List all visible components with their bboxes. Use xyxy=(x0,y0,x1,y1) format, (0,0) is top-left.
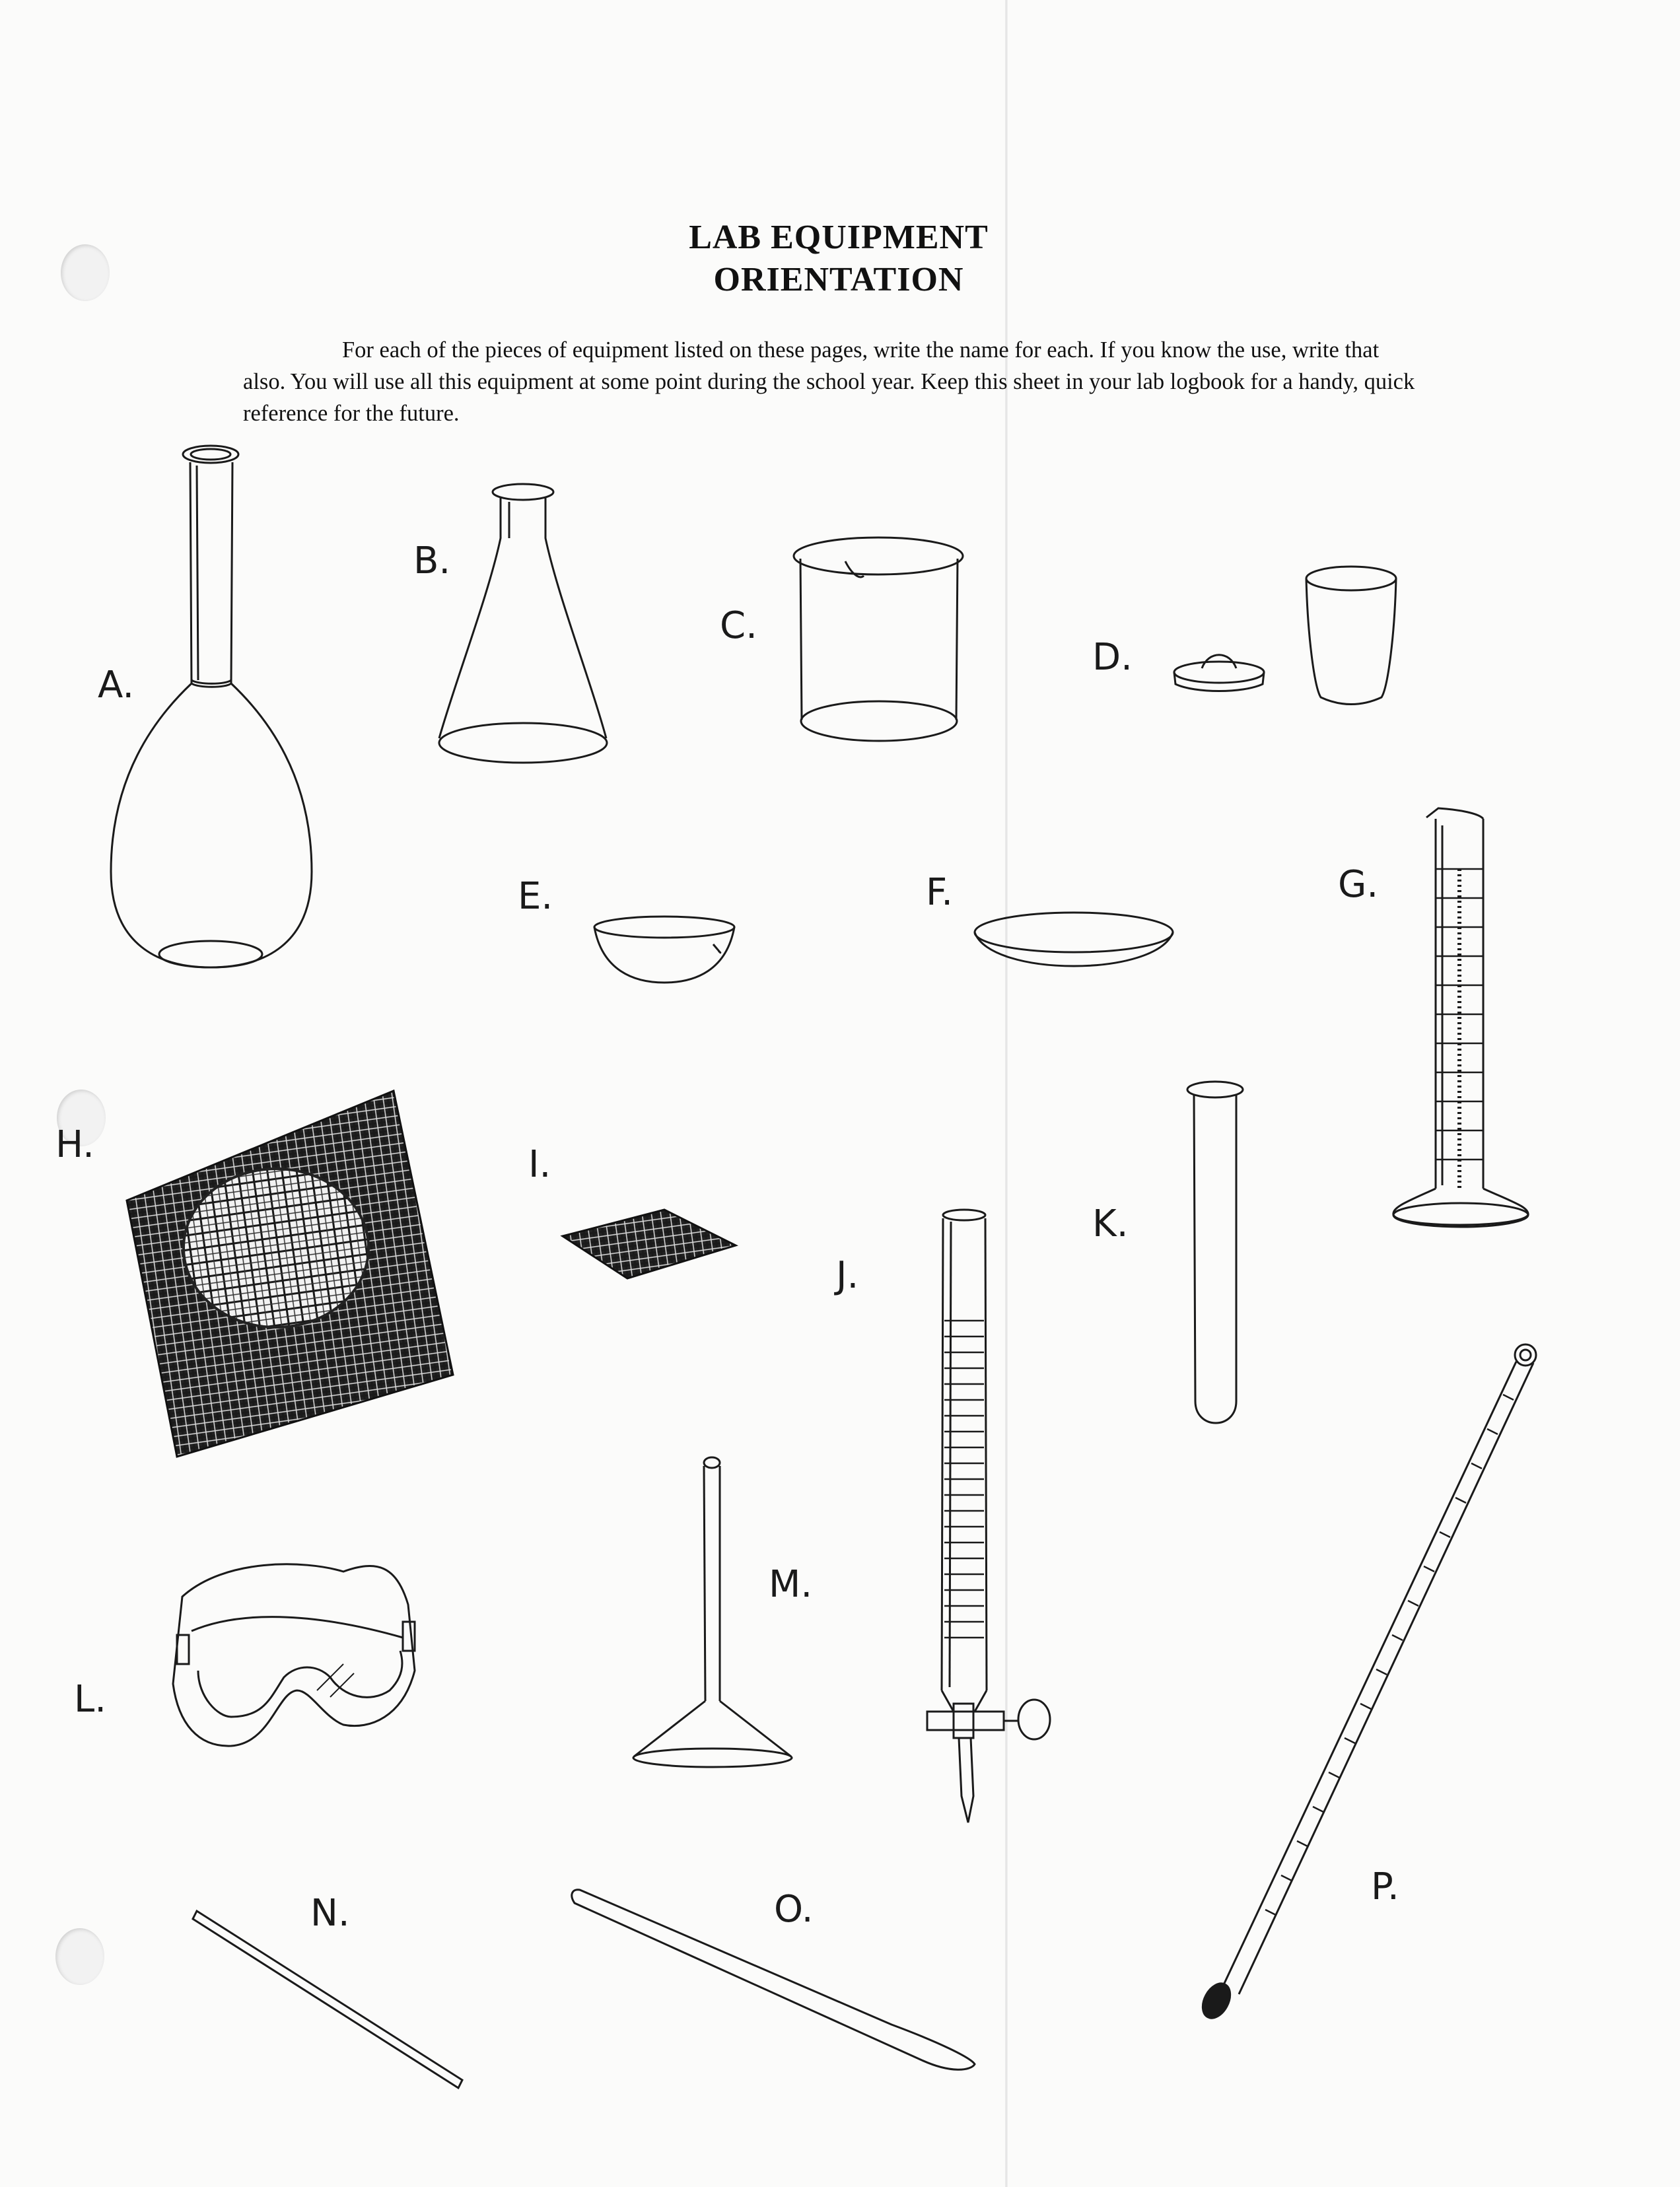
label-n: N. xyxy=(310,1892,350,1935)
label-b: B. xyxy=(413,539,451,582)
title-line-1: LAB EQUIPMENT xyxy=(689,219,989,256)
safety-goggles-drawing xyxy=(173,1564,415,1746)
label-a: A. xyxy=(98,664,135,707)
watch-glass-drawing xyxy=(975,913,1173,966)
spatula-drawing xyxy=(572,1890,975,2070)
label-c: C. xyxy=(720,604,757,647)
thermometer-drawing xyxy=(1197,1344,1536,2023)
beaker-drawing xyxy=(794,538,963,741)
label-d: D. xyxy=(1092,636,1133,679)
label-f: F. xyxy=(926,871,954,914)
funnel-drawing xyxy=(633,1457,792,1767)
label-m: M. xyxy=(769,1563,813,1606)
wire-gauze-drawing xyxy=(563,1210,736,1278)
volumetric-flask-drawing xyxy=(111,446,312,967)
label-i: I. xyxy=(528,1143,551,1186)
label-l: L. xyxy=(74,1678,106,1721)
label-h: H. xyxy=(55,1123,94,1166)
label-k: K. xyxy=(1092,1202,1129,1245)
crucible-and-lid-drawing xyxy=(1174,567,1396,705)
label-e: E. xyxy=(518,875,553,918)
wire-gauze-ceramic-drawing xyxy=(127,1091,453,1457)
label-p: P. xyxy=(1371,1865,1399,1908)
erlenmeyer-flask-drawing xyxy=(439,484,607,763)
label-j: J. xyxy=(836,1254,859,1297)
instructions-paragraph: For each of the pieces of equipment listed on these pages, write the name for each. If you know the use, write that also. You will use all this equipment at some point during the school year. Keep this sheet in your lab logbook for a handy, quick reference for the future. xyxy=(243,337,1415,426)
evaporating-dish-drawing xyxy=(594,917,734,983)
buret-drawing xyxy=(927,1210,1050,1822)
title-line-2: ORIENTATION xyxy=(713,261,964,298)
stirring-rod-drawing xyxy=(193,1911,462,2088)
label-g: G. xyxy=(1338,863,1379,906)
test-tube-drawing xyxy=(1187,1082,1243,1423)
graduated-cylinder-drawing xyxy=(1393,808,1528,1227)
label-o: O. xyxy=(774,1888,814,1931)
